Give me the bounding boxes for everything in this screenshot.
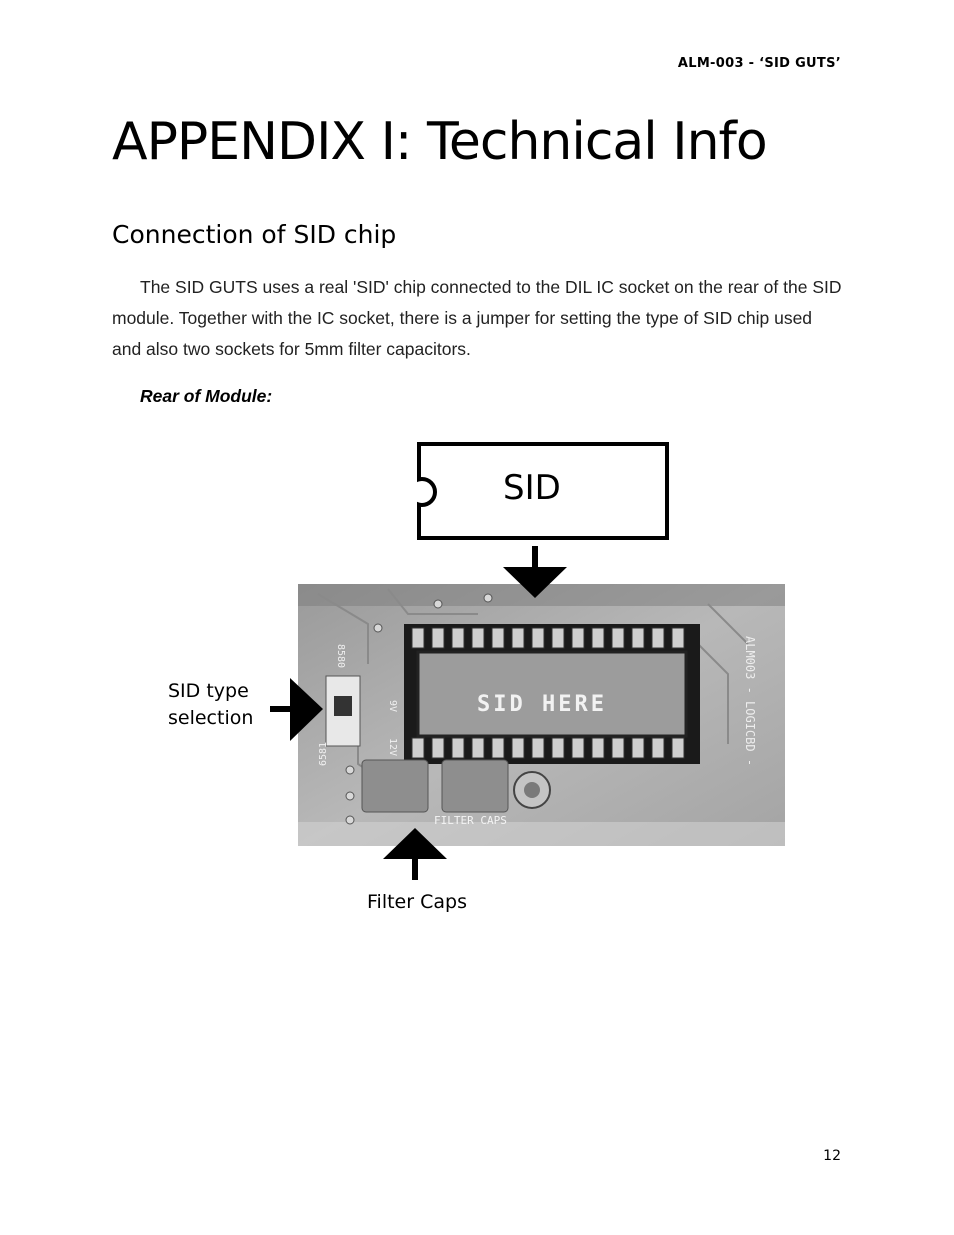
pcb-silkscreen-label: SID HERE: [477, 692, 607, 717]
pcb-jumper-top: 8580: [335, 644, 346, 669]
pcb-pin16-label: 9V: [387, 700, 398, 713]
running-header: ALM-003 - ‘SID GUTS’: [677, 56, 841, 71]
arrow-right-icon: [270, 678, 323, 741]
pcb-board-id: ALM003 - LOGICBD -: [743, 636, 757, 767]
arrow-down-icon: [503, 546, 567, 598]
page-number: 12: [823, 1148, 841, 1164]
filter-caps-label: Filter Caps: [367, 891, 467, 913]
pcb-pin12-label: 12V: [387, 738, 398, 757]
body-paragraph: The SID GUTS uses a real 'SID' chip connected to the DIL IC socket on the rear of the SID module. Together with the IC socket, there is a jumper for setting the type of SID chip used and also two sockets for 5mm filter capacitors.: [112, 277, 842, 359]
arrow-up-icon: [383, 828, 447, 880]
page-title: APPENDIX I: Technical Info: [112, 112, 767, 172]
pcb-filter-label: FILTER CAPS: [434, 814, 507, 827]
figure-caption: Rear of Module:: [140, 386, 273, 406]
sid-type-label: SID type selection: [168, 680, 254, 729]
sid-chip-label: SID: [503, 468, 561, 508]
section-heading: Connection of SID chip: [112, 220, 397, 249]
pcb-jumper-bottom: 6581: [318, 741, 329, 766]
